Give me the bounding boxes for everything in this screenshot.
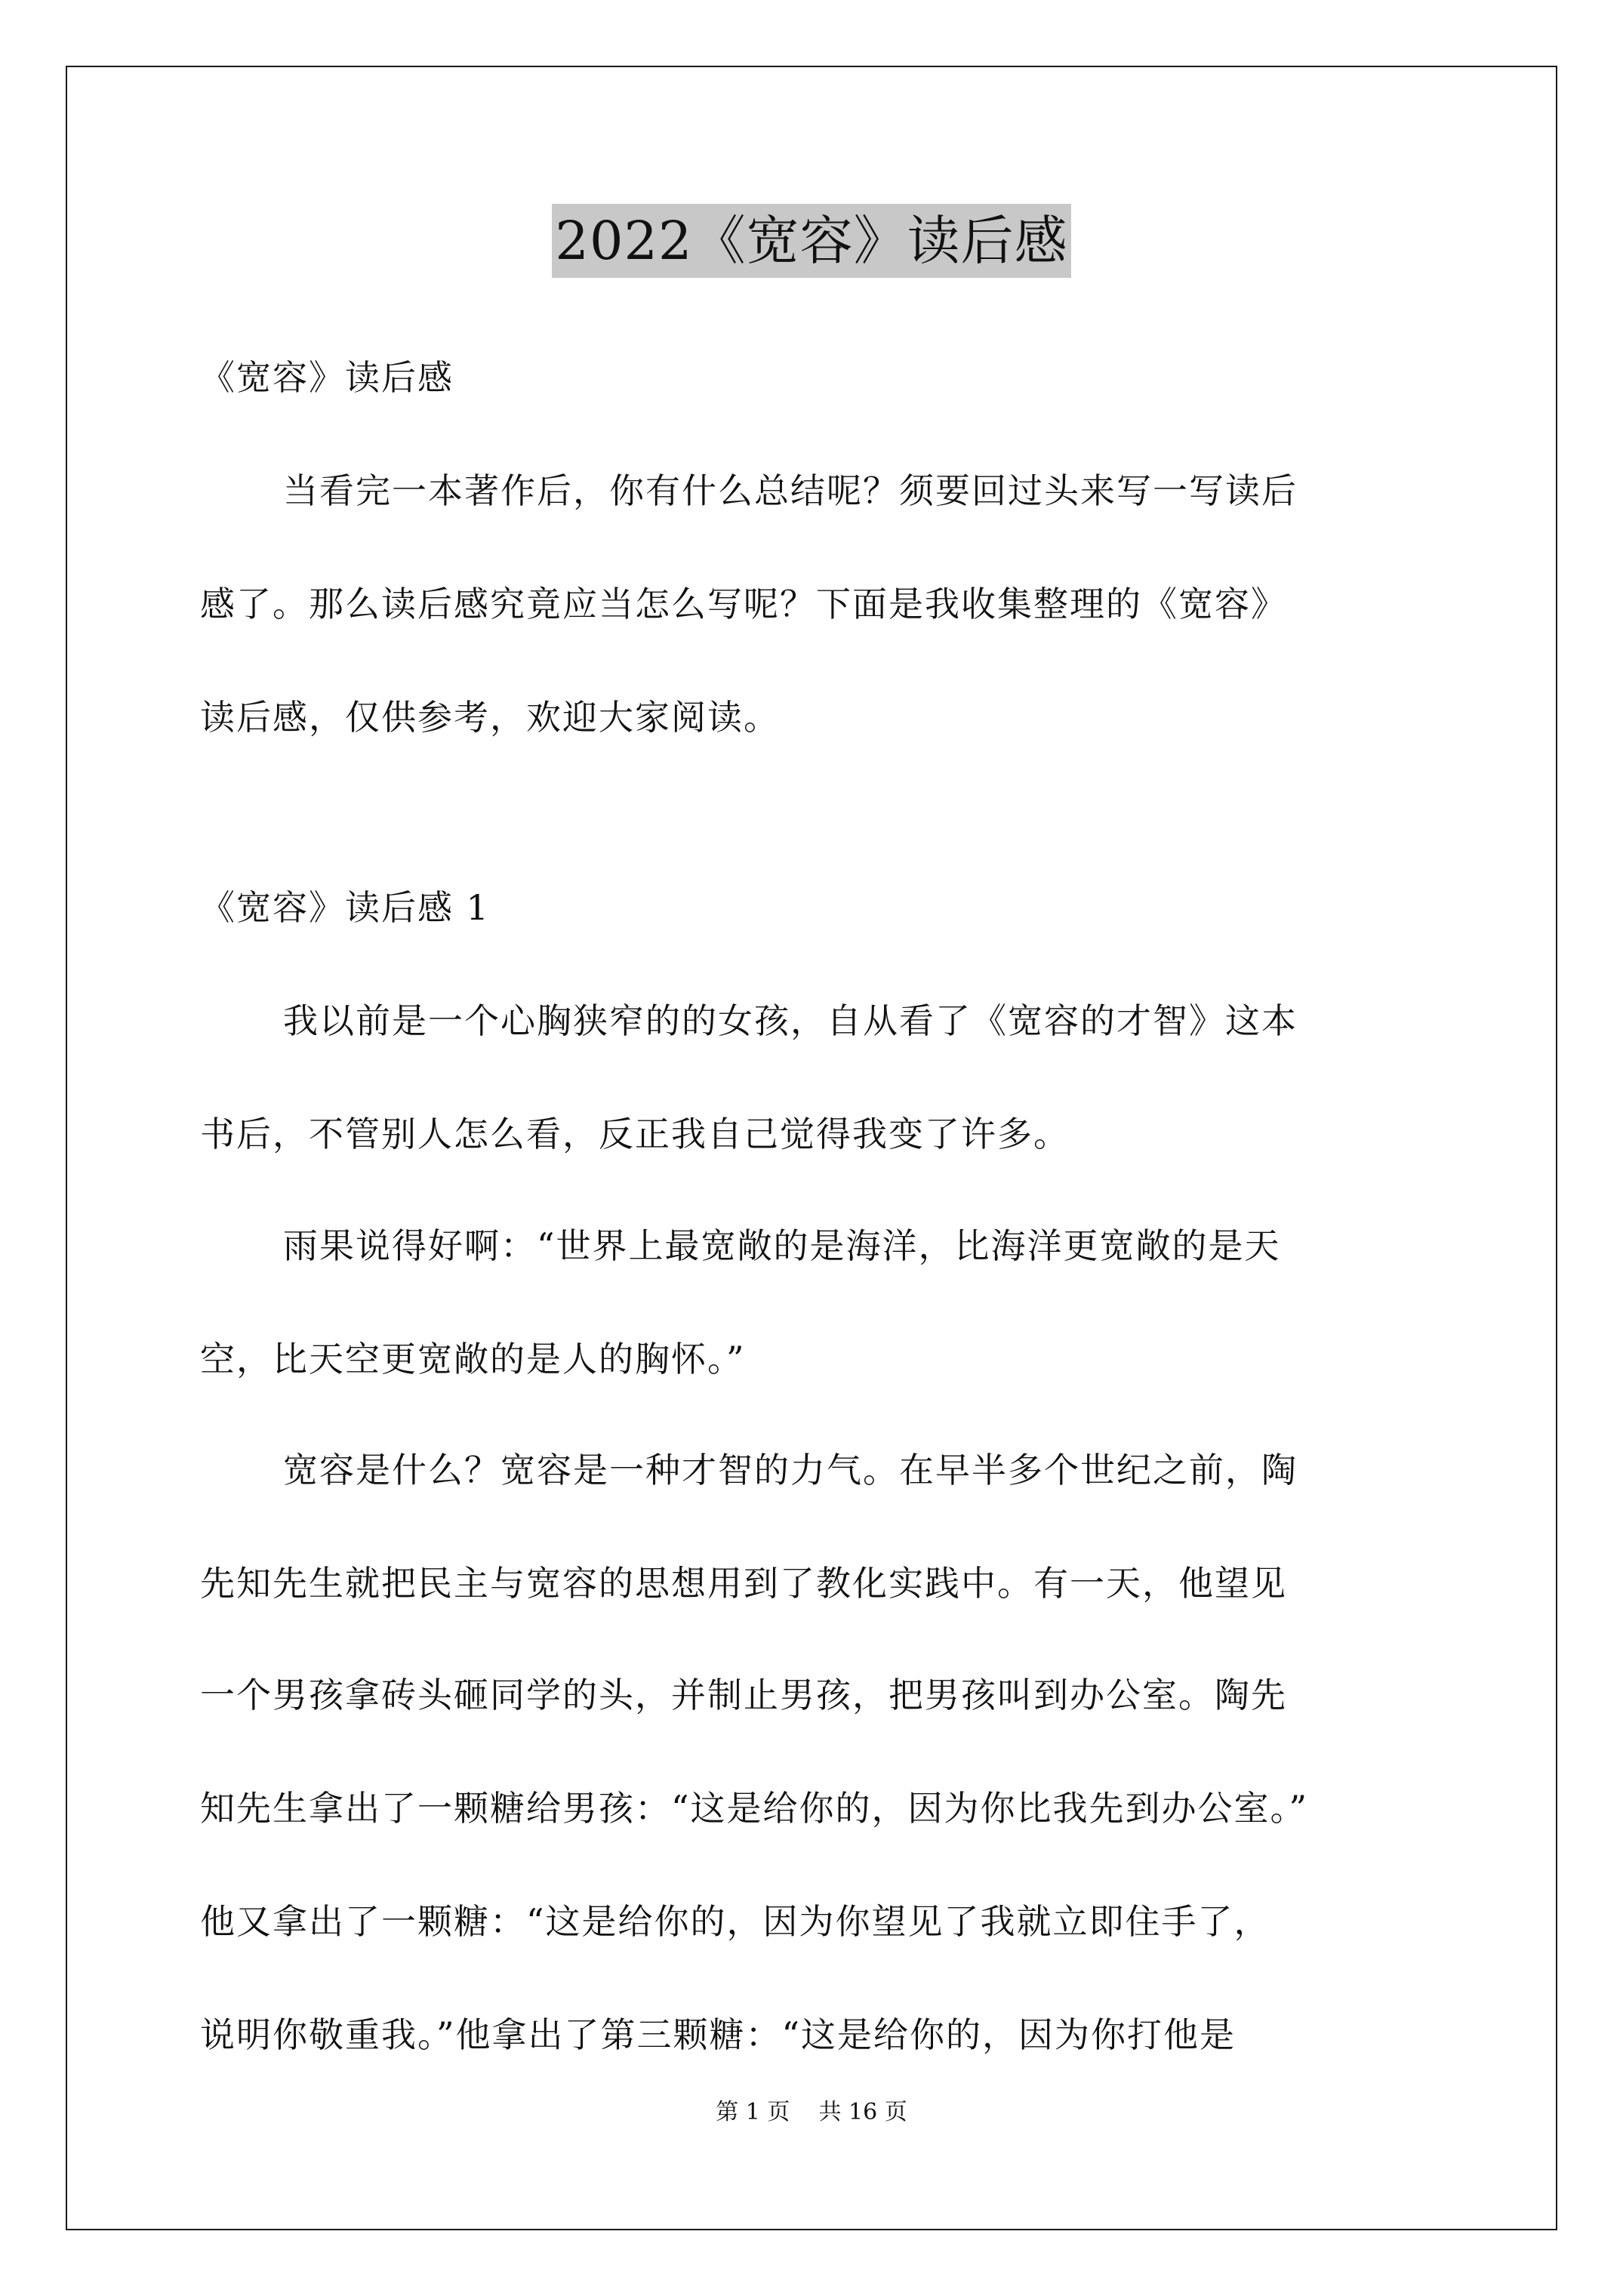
paragraph-line: 空，比天空更宽敞的是人的胸怀。” [200,1339,746,1379]
paragraph-line: 他又拿出了一颗糖：“这是给你的，因为你望见了我就立即住手了， [200,1901,1270,1942]
paragraph-line: 说明你敬重我。”他拿出了第三颗糖：“这是给你的，因为你打他是 [200,2014,1236,2055]
paragraph-line: 宽容是什么？宽容是一种才智的力气。在早半多个世纪之前，陶 [283,1450,1298,1490]
paragraph-line: 我以前是一个心胸狭窄的的女孩，自从看了《宽容的才智》这本 [283,1000,1298,1041]
paragraph-line: 感了。那么读后感究竟应当怎么写呢？下面是我收集整理的《宽容》 [200,584,1287,624]
paragraph-line: 一个男孩拿砖头砸同学的头，并制止男孩，把男孩叫到办公室。陶先 [200,1675,1287,1715]
paragraph-line: 当看完一本著作后，你有什么总结呢？须要回过头来写一写读后 [283,470,1298,511]
section-heading-intro: 《宽容》读后感 [200,357,454,398]
document-title-wrap [0,204,1623,278]
page-number-footer: 第 1 页 共 16 页 [716,2099,907,2125]
paragraph-line: 读后感，仅供参考，欢迎大家阅读。 [200,697,780,738]
paragraph-line: 知先生拿出了一颗糖给男孩：“这是给你的，因为你比我先到办公室。” [200,1788,1309,1829]
document-title: 2022《宽容》读后感 [552,204,1070,278]
paragraph-line: 先知先生就把民主与宽容的思想用到了教化实践中。有一天，他望见 [200,1563,1287,1604]
section-heading-1: 《宽容》读后感 1 [200,887,490,928]
paragraph-line: 书后，不管别人怎么看，反正我自己觉得我变了许多。 [200,1114,1070,1154]
paragraph-line: 雨果说得好啊：“世界上最宽敞的是海洋，比海洋更宽敞的是天 [283,1225,1281,1266]
